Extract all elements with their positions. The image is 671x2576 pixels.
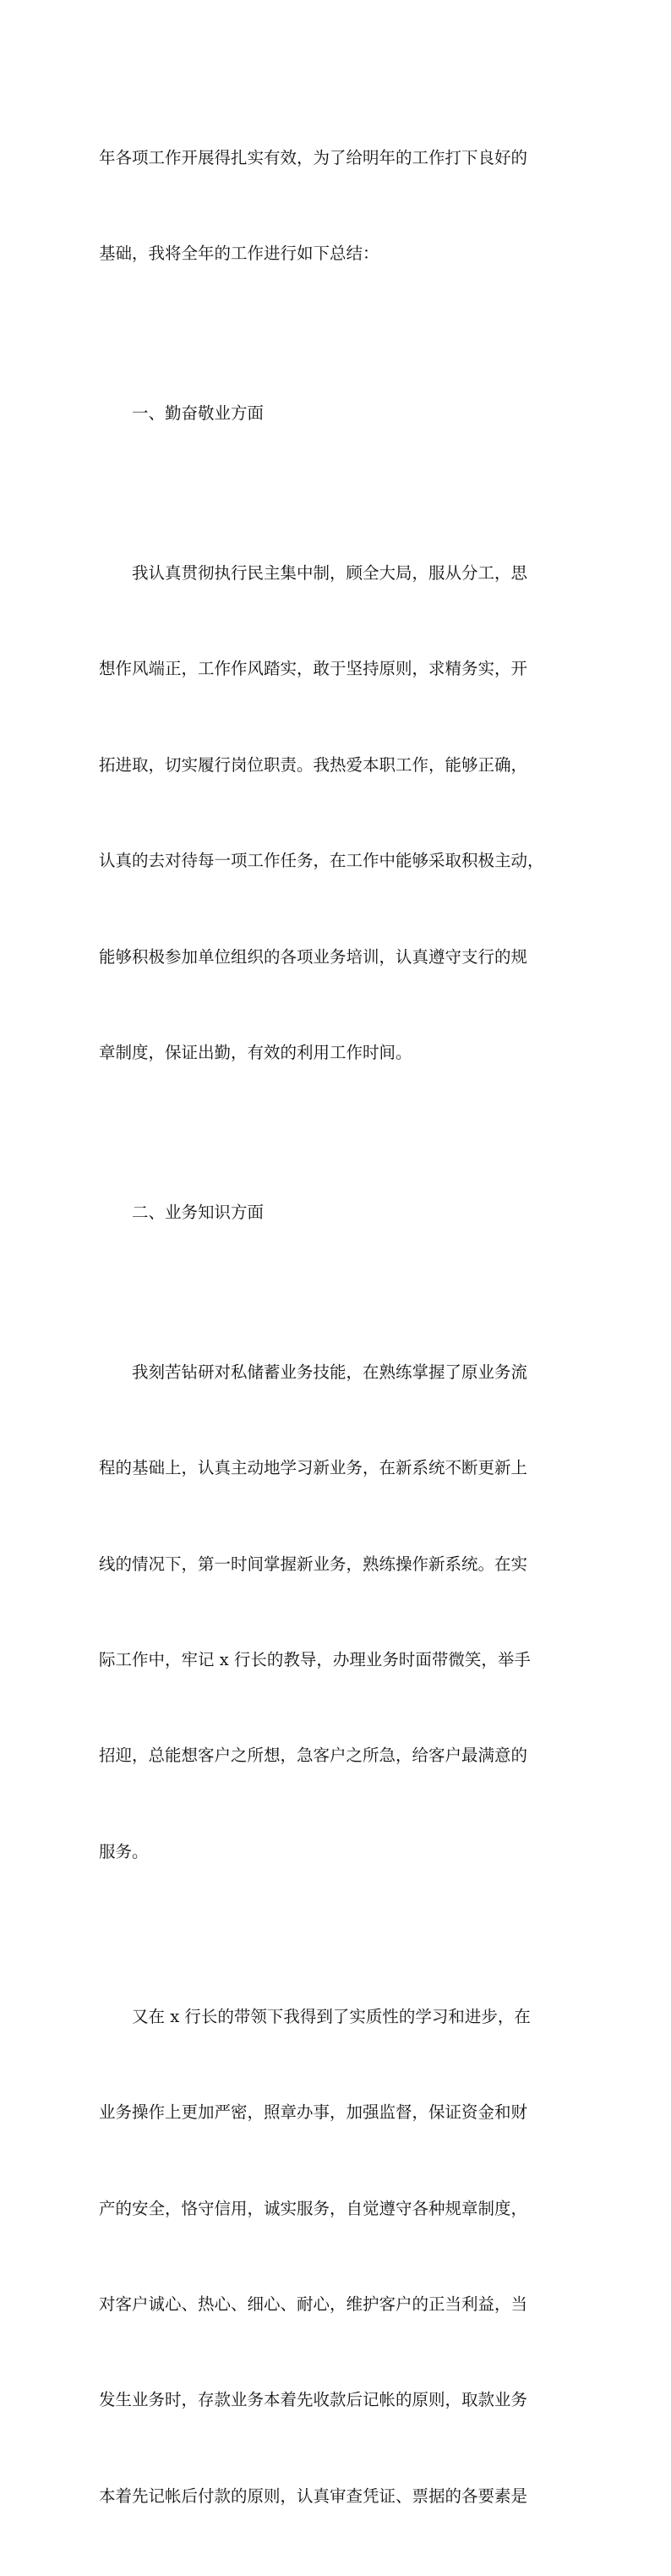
text-line: 本着先记帐后付款的原则，认真审查凭证、票据的各要素是 — [99, 2486, 528, 2506]
text-line: 程的基础上，认真主动地学习新业务，在新系统不断更新上 — [99, 1458, 528, 1478]
text-line: 产的安全，恪守信用，诚实服务，自觉遵守各种规章制度， — [99, 2198, 528, 2218]
section-heading-knowledge — [99, 1132, 572, 1292]
heading-text: 一、勤奋敬业方面 — [132, 403, 265, 423]
text-line: 认真的去对待每一项工作任务，在工作中能够采取积极主动， — [99, 851, 544, 871]
text-line: 想作风端正，工作作风踏实，敢于坚持原则，求精务实，开 — [99, 659, 528, 679]
paragraph-progress — [99, 1937, 572, 2576]
paragraph-diligence — [99, 493, 572, 1132]
text-line: 又在 x 行长的带领下我得到了实质性的学习和进步，在 — [132, 2006, 531, 2026]
section-heading-diligence — [99, 333, 572, 493]
text-line: 对客户诚心、热心、细心、耐心，维护客户的正当利益，当 — [99, 2294, 528, 2314]
text-line: 我认真贯彻执行民主集中制，顾全大局，服从分工，思 — [132, 562, 528, 583]
text-line: 业务操作上更加严密，照章办事，加强监督，保证资金和财 — [99, 2102, 528, 2123]
paragraph-knowledge — [99, 1292, 572, 1932]
text-line: 际工作中，牢记 x 行长的教导，办理业务时面带微笑，举手 — [99, 1650, 531, 1670]
document-body — [99, 78, 572, 2576]
paragraph-intro-continuation — [99, 78, 572, 333]
text-line: 发生业务时，存款业务本着先收款后记帐的原则，取款业务 — [99, 2390, 528, 2410]
text-line: 我刻苦钻研对私储蓄业务技能，在熟练掌握了原业务流 — [132, 1362, 528, 1382]
text-line: 招迎，总能想客户之所想，急客户之所急，给客户最满意的 — [99, 1746, 528, 1766]
text-line: 章制度，保证出勤，有效的利用工作时间。 — [99, 1042, 412, 1062]
text-line: 年各项工作开展得扎实有效，为了给明年的工作打下良好的 — [99, 147, 528, 167]
text-line: 拓进取，切实履行岗位职责。我热爱本职工作，能够正确， — [99, 754, 528, 775]
text-line: 线的情况下，第一时间掌握新业务，熟练操作新系统。在实 — [99, 1554, 528, 1574]
heading-text: 二、业务知识方面 — [132, 1202, 265, 1222]
text-line: 基础，我将全年的工作进行如下总结： — [99, 243, 379, 263]
text-line: 服务。 — [99, 1841, 149, 1861]
text-line: 能够积极参加单位组织的各项业务培训，认真遵守支行的规 — [99, 946, 528, 967]
